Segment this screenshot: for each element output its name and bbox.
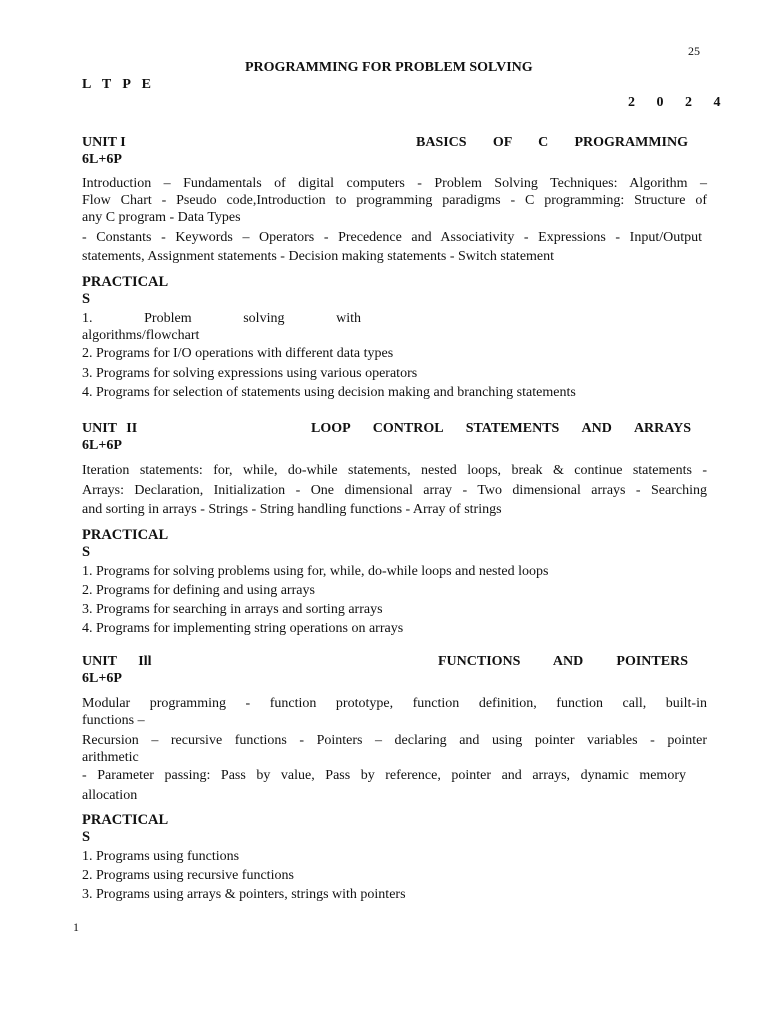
- unit-1-content-line-4: - Constants - Keywords – Operators - Precedence and Associativity - Expressions - Input/Output: [82, 230, 702, 245]
- unit-1-content-line-5: statements, Assignment statements - Decision making statements - Switch statement: [82, 249, 555, 264]
- unit-3-title: FUNCTIONS AND POINTERS: [438, 654, 688, 669]
- credits-values: 2 0 2 4: [628, 95, 727, 110]
- document-title: PROGRAMMING FOR PROBLEM SOLVING: [245, 60, 533, 75]
- unit-1-content-line-3: any C program - Data Types: [82, 210, 241, 225]
- unit-2-practical-4: 4. Programs for implementing string operations on arrays: [82, 621, 404, 636]
- unit-3-content-line-6: allocation: [82, 788, 138, 803]
- unit-3-hours: 6L+6P: [82, 671, 122, 686]
- unit-2-content-line-2: Arrays: Declaration, Initialization - One dimensional array - Two dimensional arrays - Searching: [82, 483, 707, 498]
- unit-2-title: LOOP CONTROL STATEMENTS AND ARRAYS: [311, 421, 691, 436]
- unit-3-content-line-5: - Parameter passing: Pass by value, Pass by reference, pointer and arrays, dynamic memory: [82, 768, 686, 783]
- unit-3-label: UNIT Ill: [82, 654, 152, 669]
- unit-2-practicals-label-s: S: [82, 544, 91, 560]
- unit-3-content-line-3: Recursion – recursive functions - Pointers – declaring and using pointer variables - pointer: [82, 733, 707, 748]
- unit-2-label: UNIT II: [82, 421, 138, 436]
- unit-3-content-line-1: Modular programming - function prototype, function definition, function call, built-in: [82, 696, 707, 711]
- unit-2-content-line-3: and sorting in arrays - Strings - String handling functions - Array of strings: [82, 502, 502, 517]
- unit-1-hours: 6L+6P: [82, 152, 122, 167]
- unit-3-content-line-2: functions –: [82, 713, 145, 728]
- page-number-top: 25: [688, 44, 700, 58]
- unit-3-practical-1: 1. Programs using functions: [82, 849, 240, 864]
- unit-1-practical-1: 1. Problem solving with: [82, 311, 361, 326]
- unit-1-label-text: UNIT I: [82, 135, 126, 150]
- unit-2-practical-2: 2. Programs for defining and using arrays: [82, 583, 315, 598]
- unit-1-content-line-2: Flow Chart - Pseudo code,Introduction to programming paradigms - C programming: Structure of: [82, 193, 707, 208]
- unit-1-practical-4: 4. Programs for selection of statements using decision making and branching statements: [82, 385, 576, 400]
- unit-2-practical-3: 3. Programs for searching in arrays and sorting arrays: [82, 602, 383, 617]
- unit-2-hours: 6L+6P: [82, 438, 122, 453]
- unit-3-practicals-label: PRACTICAL: [82, 812, 169, 828]
- unit-3-practical-2: 2. Programs using recursive functions: [82, 868, 294, 883]
- unit-1-content-line-1: Introduction – Fundamentals of digital computers - Problem Solving Techniques: Algorithm –: [82, 176, 707, 191]
- unit-1-practical-1-cont: algorithms/flowchart: [82, 328, 200, 343]
- unit-2-content-line-1: Iteration statements: for, while, do-while statements, nested loops, break & continue statements -: [82, 463, 707, 478]
- unit-1-practicals-label-s: S: [82, 291, 91, 307]
- page-number-bottom: 1: [73, 920, 79, 934]
- unit-3-content-line-4: arithmetic: [82, 750, 139, 765]
- ltpe-header: L T P E: [82, 77, 155, 92]
- unit-1-label: [82, 135, 150, 151]
- unit-3-practicals-label-s: S: [82, 829, 91, 845]
- unit-1-title: BASICS OF C PROGRAMMING: [416, 135, 688, 150]
- unit-1-practical-2: 2. Programs for I/O operations with different data types: [82, 346, 394, 361]
- unit-1-practicals-label: PRACTICAL: [82, 274, 169, 290]
- unit-3-practical-3: 3. Programs using arrays & pointers, strings with pointers: [82, 887, 406, 902]
- unit-1-practical-3: 3. Programs for solving expressions using various operators: [82, 366, 418, 381]
- unit-2-practicals-label: PRACTICAL: [82, 527, 169, 543]
- unit-2-practical-1: 1. Programs for solving problems using for, while, do-while loops and nested loops: [82, 564, 549, 579]
